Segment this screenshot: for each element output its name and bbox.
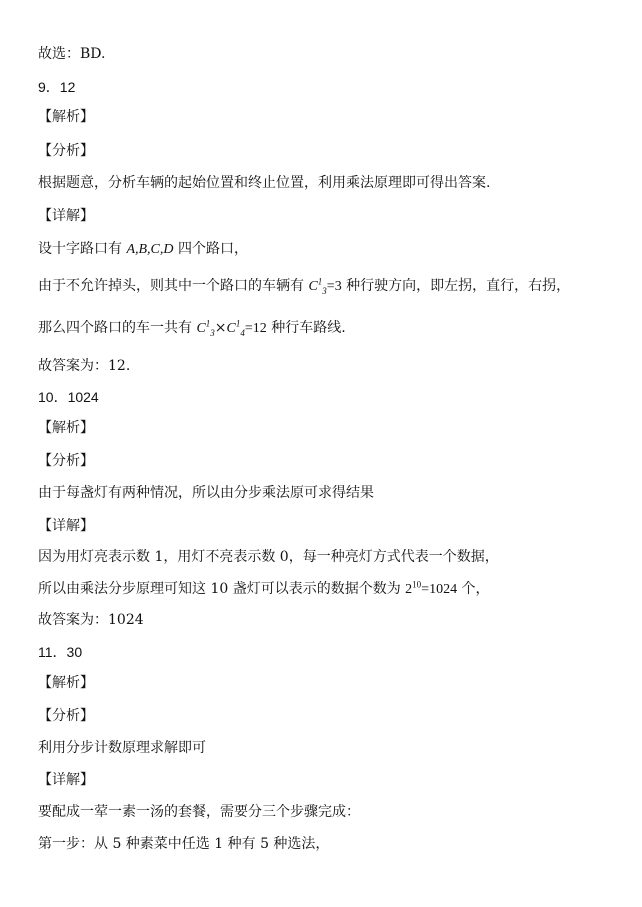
question-9-answer: 9．12 [38, 79, 76, 95]
question-11-answer: 11．30 [38, 644, 83, 660]
detail-line [38, 579, 490, 600]
section-detail-header: 【详解】 [38, 208, 94, 224]
final-answer-line: 故答案为：1024 [38, 612, 144, 628]
combination-formula: $C^1_4$ [226, 318, 245, 338]
question-10-answer: 10．1024 [38, 389, 99, 405]
text: 由于不允许掉头，则其中一个路口的车辆有 [38, 278, 304, 294]
section-reasoning-header: 【分析】 [38, 453, 94, 469]
detail-line: 要配成一荤一素一汤的套餐，需要分三个步骤完成： [38, 804, 360, 820]
detail-line: 因为用灯亮表示数 1，用灯不亮表示数 0，每一种亮灯方式代表一个数据， [38, 549, 499, 565]
final-answer-line: 故答案为：12. [38, 358, 131, 374]
text: 设十字路口有 [38, 241, 122, 257]
math-expression: =12 [244, 321, 267, 336]
detail-line [38, 276, 570, 297]
detail-line [38, 239, 248, 260]
reasoning-text: 根据题意，分析车辆的起始位置和终止位置，利用乘法原理即可得出答案. [38, 175, 491, 191]
text: 种行驶方向，即左拐，直行，右拐， [346, 278, 571, 294]
text: 四个路口， [177, 241, 248, 257]
reasoning-text: 利用分步计数原理求解即可 [38, 740, 206, 756]
math-expression: =3 [326, 279, 342, 294]
text: 个， [461, 581, 490, 597]
answer-line: 故选：BD. [38, 46, 106, 62]
section-reasoning-header: 【分析】 [38, 143, 94, 159]
combination-formula: $C^1_3$ [308, 276, 327, 296]
section-reasoning-header: 【分析】 [38, 708, 94, 724]
detail-line: 第一步：从 5 种素菜中任选 1 种有 5 种选法， [38, 836, 330, 852]
text: 所以由乘法分步原理可知这 10 盏灯可以表示的数据个数为 [38, 581, 401, 597]
section-analysis-header: 【解析】 [38, 420, 94, 436]
combination-formula: $C^1_3$ [196, 318, 215, 338]
section-detail-header: 【详解】 [38, 518, 94, 534]
section-analysis-header: 【解析】 [38, 675, 94, 691]
reasoning-text: 由于每盏灯有两种情况，所以由分步乘法原可求得结果 [38, 485, 374, 501]
power-expression: $2^{10}=1024$ [405, 579, 458, 597]
section-detail-header: 【详解】 [38, 772, 94, 788]
text: 种行车路线. [271, 320, 346, 336]
detail-line [38, 318, 346, 339]
times-sign: × [214, 320, 227, 336]
section-analysis-header: 【解析】 [38, 109, 94, 125]
math-expression: A,B,C,D [126, 242, 174, 257]
text: 那么四个路口的车一共有 [38, 320, 192, 336]
